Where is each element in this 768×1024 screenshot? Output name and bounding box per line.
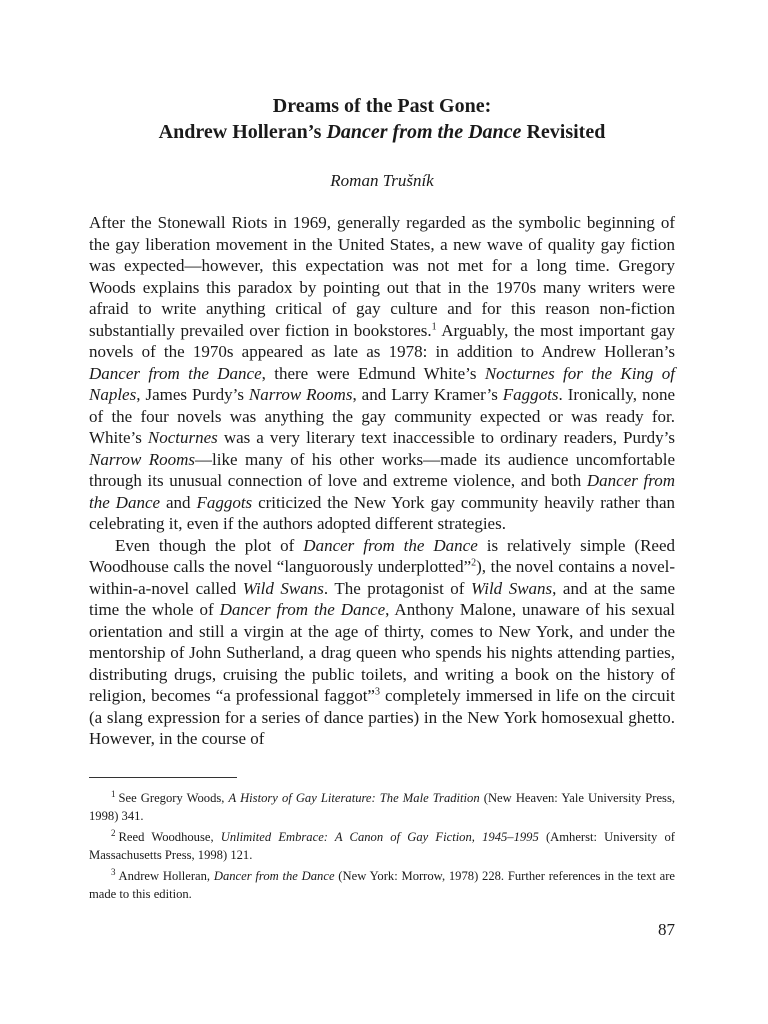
- p2-italic-1: Dancer from the Dance: [303, 535, 478, 555]
- p2-text-d: . The protagonist of: [323, 578, 471, 598]
- page-number: 87: [658, 920, 675, 939]
- p2-text-c: ), the novel contains a novel-within-a-novel called: [89, 557, 675, 598]
- paragraph-2: [89, 535, 675, 750]
- footnote-2-text-a: Reed Woodhouse,: [118, 830, 221, 845]
- footnote-divider: [89, 777, 237, 778]
- footnote-3: [89, 864, 675, 903]
- footnote-3-text-b: (New York: Morrow, 1978) 228. Further references in the text are made to this edition.: [89, 869, 675, 902]
- footnote-1-italic: A History of Gay Literature: The Male Tradition: [228, 791, 480, 806]
- footnote-2-italic: Unlimited Embrace: A Canon of Gay Fiction, 1945–1995: [220, 830, 539, 845]
- p1-text-f: . Ironically, none of the four novels was anything the gay community expected or was ready for. White’s: [89, 385, 676, 447]
- footnote-ref-1: 1: [431, 320, 437, 332]
- p1-italic-2: Nocturnes for the King of Naples: [89, 363, 675, 404]
- p1-text-d: , James Purdy’s: [136, 385, 249, 404]
- p1-text-e: , and Larry Kramer’s: [352, 385, 503, 404]
- p1-text-g: was a very literary text inaccessible to ordinary readers, Purdy’s: [217, 428, 675, 447]
- footnote-ref-2: 2: [471, 557, 477, 569]
- footnote-2-text-b: (Amherst: University of Massachusetts Press, 1998) 121.: [89, 830, 676, 862]
- p2-italic-2: Wild Swans: [242, 578, 324, 598]
- footnote-2: [89, 825, 675, 864]
- footnote-3-text-a: Andrew Holleran,: [118, 869, 214, 884]
- p1-text-j: and: [160, 492, 197, 512]
- footnote-1-text-a: See Gregory Woods,: [118, 791, 229, 806]
- p1-text-h: —like many of his other works—made its audience uncomfortable through its unusual connection of love and extreme violence, and both: [89, 449, 675, 490]
- footnote-1-number: 1: [111, 789, 116, 799]
- p2-text-g: completely immersed in life on the circuit (a slang expression for a series of dance parties) in the New York homosexual ghetto. However, in the course of: [89, 686, 675, 748]
- paragraph-1: [89, 212, 675, 535]
- title-line-1: Dreams of the Past Gone:: [272, 95, 492, 117]
- author-name: Roman Trušník: [330, 171, 434, 190]
- p1-text-a: After the Stonewall Riots in 1969, generally regarded as the symbolic beginning of the gay liberation movement in the United States, a new wave of quality gay fiction was expected—however, this expectation was not met for a long time. Gregory Woods explains this paradox by pointing out that in the 1970s many writers were afraid to write anything critical of gay culture and for this reason non-fiction substantially prevailed over fiction in bookstores.: [89, 213, 675, 340]
- p2-text-e: , and at the same time the whole of: [89, 578, 676, 619]
- p2-text-f: , Anthony Malone, unaware of his sexual orientation and still a virgin at the age of thirty, comes to New York, and under the mentorship of John Sutherland, a drag queen who spends his nights attending parties, distributing drugs, cruising the public toilets, and writing a book on the history of religion, becomes “a professional faggot”: [89, 600, 675, 705]
- footnote-1: [89, 786, 675, 825]
- footnotes: [89, 786, 675, 904]
- p2-text-a: Even though the plot of: [115, 535, 304, 555]
- p1-italic-8: Faggots: [196, 492, 253, 512]
- p1-text-b: Arguably, the most important gay novels of the 1970s appeared as late as 1978: in addition to Andrew Holleran’s: [89, 320, 675, 361]
- footnote-3-number: 3: [111, 867, 116, 878]
- title-line-2-italic: Dancer from the Dance: [326, 121, 522, 143]
- article-body: [89, 212, 675, 750]
- p2-italic-3: Wild Swans: [471, 578, 553, 598]
- p2-text-b: is relatively simple (Reed Woodhouse calls the novel “languorously underplotted”: [89, 535, 676, 576]
- p1-italic-4: Faggots: [502, 385, 559, 404]
- p1-text-k: criticized the New York gay community heavily rather than celebrating it, even if the authors adopted different strategies.: [89, 492, 676, 533]
- title-line-2-part-a: Andrew Holleran’s: [158, 121, 327, 143]
- footnote-2-number: 2: [111, 828, 116, 839]
- footnote-1-text-b: (New Heaven: Yale University Press, 1998) 341.: [89, 791, 675, 823]
- p1-italic-1: Dancer from the Dance: [89, 363, 262, 383]
- p1-text-c: , there were Edmund White’s: [261, 363, 485, 383]
- p1-italic-5: Nocturnes: [147, 428, 218, 447]
- p1-italic-7: Dancer from the Dance: [89, 471, 676, 512]
- p2-italic-4: Dancer from the Dance: [219, 600, 386, 619]
- footnote-3-italic: Dancer from the Dance: [213, 869, 335, 884]
- footnote-ref-3: 3: [374, 686, 380, 698]
- article-title: [89, 93, 675, 145]
- p1-italic-3: Narrow Rooms: [248, 385, 353, 404]
- p1-italic-6: Narrow Rooms: [89, 449, 196, 469]
- title-line-2-part-b: Revisited: [521, 121, 606, 143]
